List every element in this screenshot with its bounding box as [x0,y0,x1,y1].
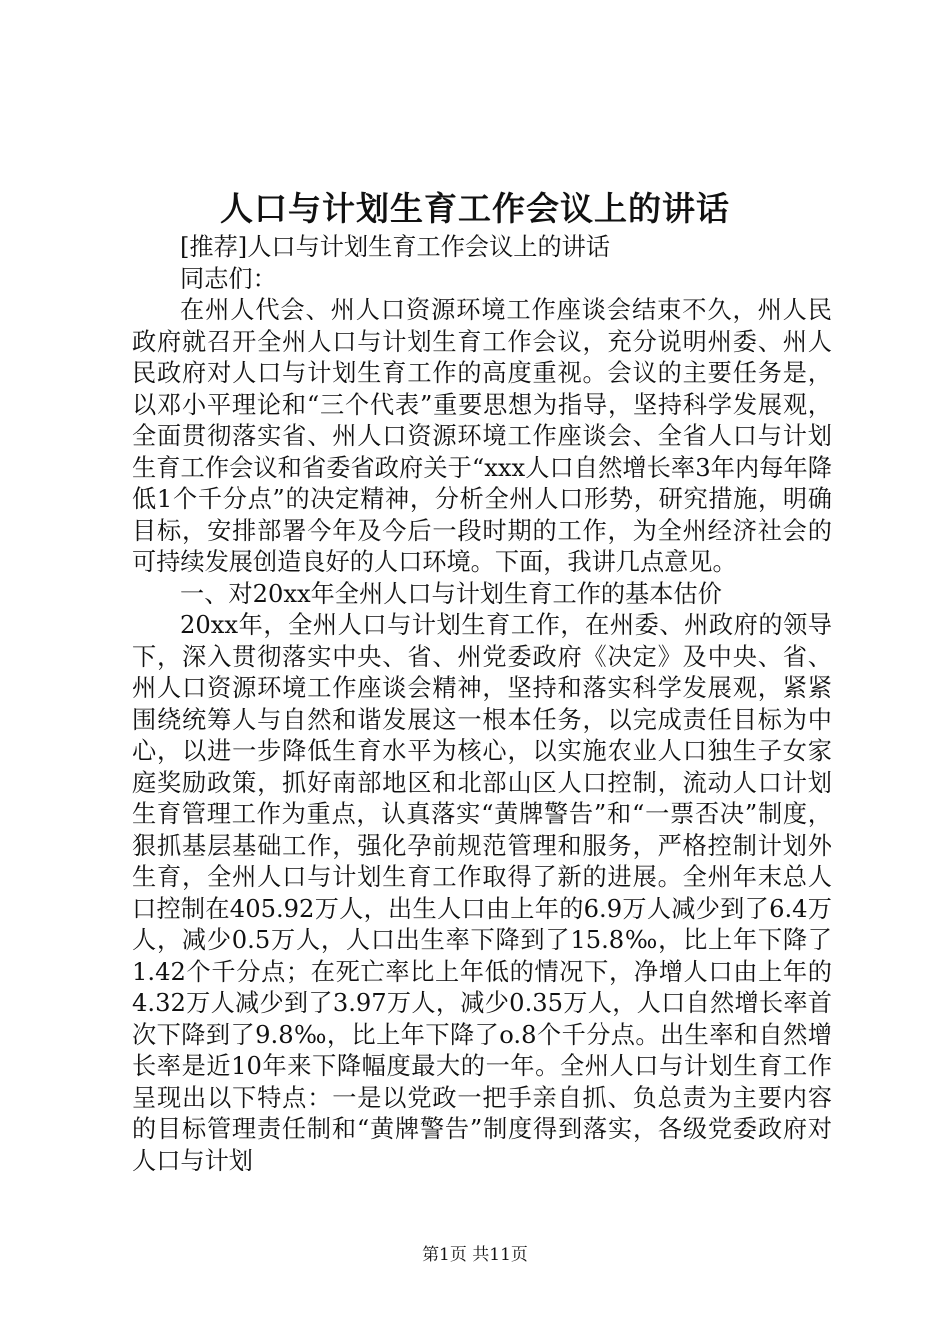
page-footer: 第1页 共11页 [422,1245,528,1265]
assessment-paragraph: 20xx年，全州人口与计划生育工作，在州委、州政府的领导下，深入贯彻落实中央、省、州党委政府《决定》及中央、省、州人口资源环境工作座谈会精神，坚持和落实科学发展观，紧紧围绕统筹人与自然和谐发展这一根本任务，以完成责任目标为中心，以进一步降低生育水平为核心，以实施农业人口独生子女家庭奖励政策，抓好南部地区和北部山区人口控制，流动人口计划生育管理工作为重点，认真落实“黄牌警告”和“一票否决”制度，狠抓基层基础工作，强化孕前规范管理和服务，严格控制计划外生育，全州人口与计划生育工作取得了新的进展。全州年末总人口控制在405.92万人，出生人口由上年的6.9万人减少到了6.4万人，减少0.5万人，人口出生率下降到了15.8‰，比上年下降了1.42个千分点；在死亡率比上年低的情况下，净增人口由上年的4.32万人减少到了3.97万人，减少0.35万人，人口自然增长率首次下降到了9.8‰，比上年下降了o.8个千分点。出生率和自然增长率是近10年来下降幅度最大的一年。全州人口与计划生育工作呈现出以下特点：一是以党政一把手亲自抓、负总责为主要内容的目标管理责任制和“黄牌警告”制度得到落实，各级党委政府对人口与计划 [132,611,832,1175]
salutation: 同志们： [180,264,277,293]
recommend-line: [推荐]人口与计划生育工作会议上的讲话 [180,233,611,261]
section-heading: 一、对20xx年全州人口与计划生育工作的基本估价 [180,579,722,608]
intro-paragraph: 在州人代会、州人口资源环境工作座谈会结束不久，州人民政府就召开全州人口与计划生育工作会议，充分说明州委、州人民政府对人口与计划生育工作的高度重视。会议的主要任务是，以邓小平理论和“三个代表”重要思想为指导，坚持科学发展观，全面贯彻落实省、州人口资源环境工作座谈会、全省人口与计划生育工作会议和省委省政府关于“xxx人口自然增长率3年内每年降低1个千分点”的决定精神，分析全州人口形势，研究措施，明确目标，安排部署今年及今后一段时期的工作，为全州经济社会的可持续发展创造良好的人口环境。下面，我讲几点意见。 [132,296,832,576]
document-body [132,232,832,1177]
document-title: 人口与计划生育工作会议上的讲话 [220,189,730,228]
